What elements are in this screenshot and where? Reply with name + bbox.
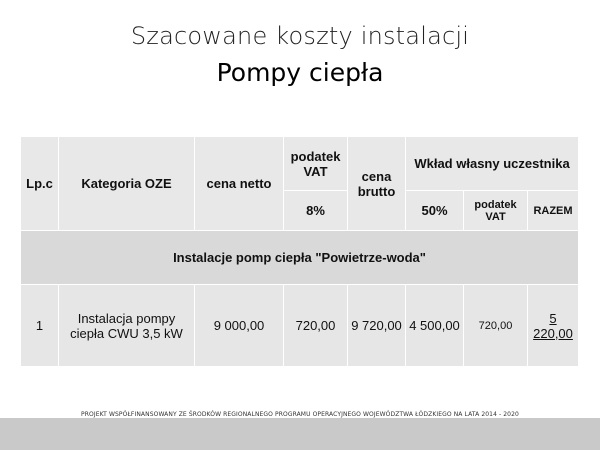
cell-category: Instalacja pompy ciepła CWU 3,5 kW	[59, 285, 195, 367]
footer-text: PROJEKT WSPÓŁFINANSOWANY ZE ŚRODKÓW REGIONALNEGO PROGRAMU OPERACYJNEGO WOJEWÓDZTWA ŁÓDZKIEGO NA LATA 2014 - 2020	[81, 411, 519, 418]
header-vat: podatek VAT	[284, 137, 348, 191]
cell-lp: 1	[21, 285, 59, 367]
header-vat-rate: 8%	[284, 191, 348, 231]
cell-net-price: 9 000,00	[195, 285, 284, 367]
header-own-contribution: Wkład własny uczestnika	[406, 137, 579, 191]
table-row	[21, 285, 579, 367]
header-own-vat: podatek VAT	[464, 191, 528, 231]
header-own-pct: 50%	[406, 191, 464, 231]
cell-total-value: 5 220,00	[533, 310, 573, 341]
cell-total	[528, 285, 579, 367]
header-net-price: cena netto	[195, 137, 284, 231]
cost-table	[20, 136, 579, 367]
header-category: Kategoria OZE	[59, 137, 195, 231]
cell-own-50: 4 500,00	[406, 285, 464, 367]
header-gross-price: cena brutto	[348, 137, 406, 231]
slide-title: Szacowane koszty instalacji	[130, 22, 470, 50]
header-lp: Lp.c	[21, 137, 59, 231]
cell-own-vat: 720,00	[464, 285, 528, 367]
footer-band	[0, 418, 600, 450]
slide-subtitle: Pompy ciepła	[216, 58, 384, 87]
cell-gross-price: 9 720,00	[348, 285, 406, 367]
cell-vat: 720,00	[284, 285, 348, 367]
section-title: Instalacje pomp ciepła "Powietrze-woda"	[21, 231, 579, 285]
header-total: RAZEM	[528, 191, 579, 231]
